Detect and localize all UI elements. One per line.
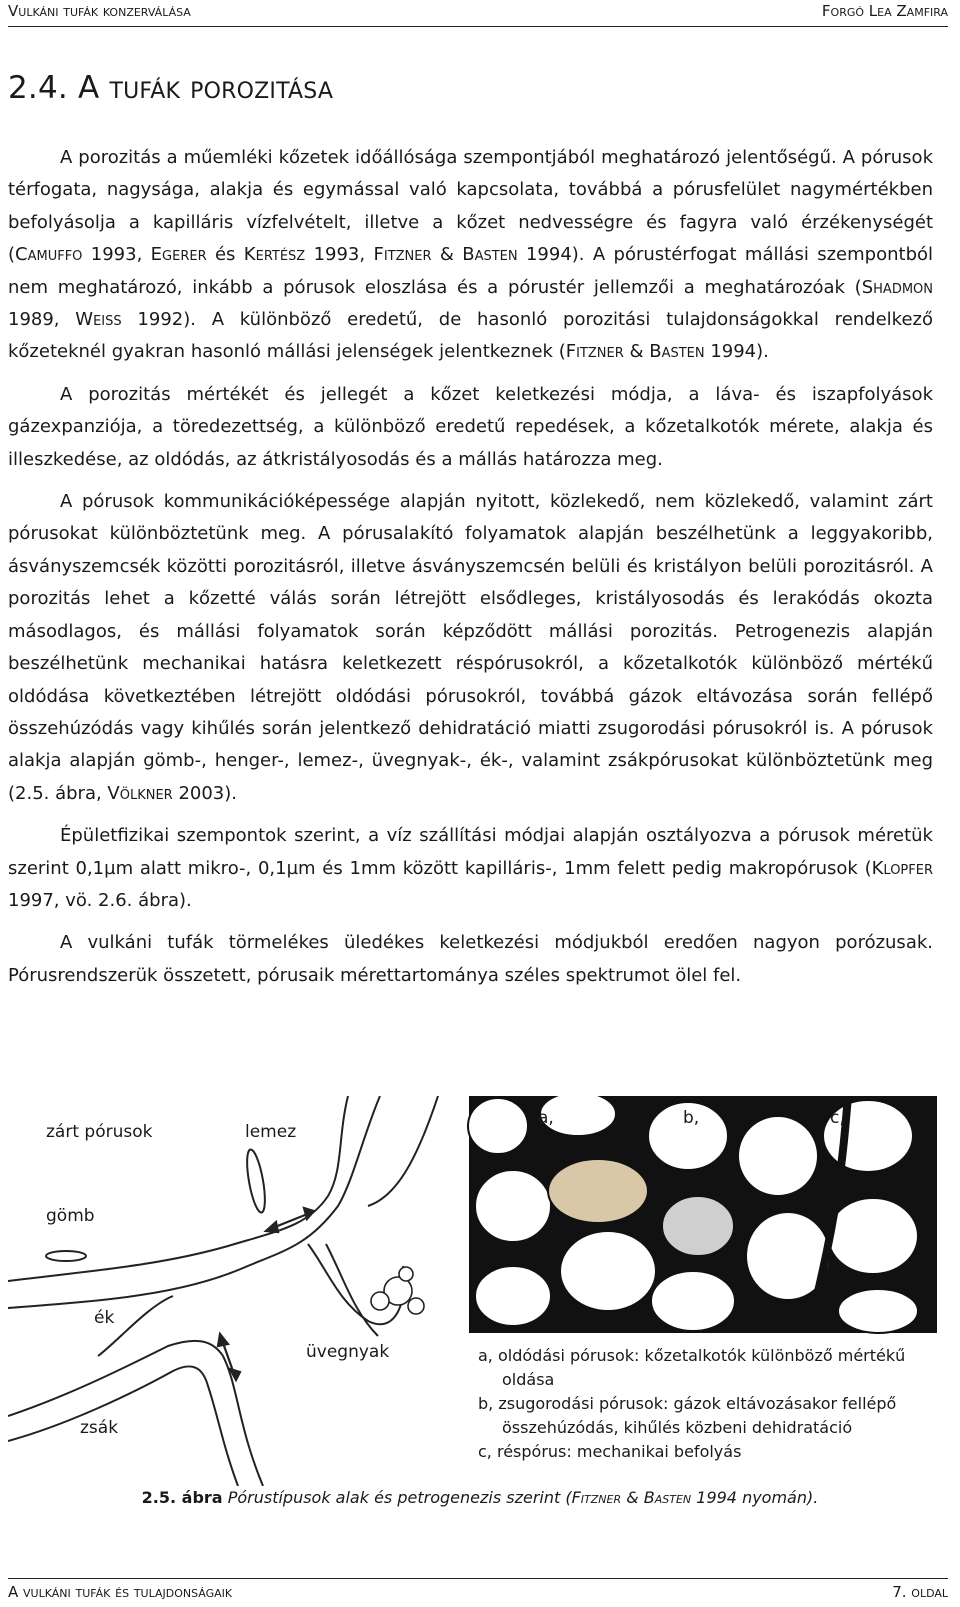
grain-panel <box>468 1096 936 1333</box>
label-a: a, <box>538 1108 554 1128</box>
running-header <box>8 0 948 27</box>
paragraph-5: A vulkáni tufák törmelékes üledékes keletkezési módjukból eredően nagyon porózusak. Pórusrendszerük összetett, pórusaik mérettartománya széles spektrumot ölel fel. <box>8 932 933 986</box>
label-c: c, <box>830 1108 845 1128</box>
paragraph-4: Épületfizikai szempontok szerint, a víz szállítási módjai alapján osztályozva a pórusok méretük szerint 0,1µm alatt mikro-, 0,1µm és 1mm között kapilláris-, 1mm felett pedig makropórusok (Klopfer 1997, vö. 2.6. ábra). <box>8 825 933 911</box>
header-right: Forgó Lea Zamfira <box>821 2 948 20</box>
label-b: b, <box>683 1108 700 1128</box>
legend-item-c: c, réspórus: mechanikai befolyás <box>478 1442 742 1461</box>
page-number: 7. oldal <box>892 1583 948 1601</box>
label-bottleneck: üvegnyak <box>306 1342 390 1362</box>
legend-item-b: b, zsugorodási pórusok: gázok eltávozásakor fellépő összehúzódás, kihűlés közbeni dehidratáció <box>478 1394 897 1437</box>
section-title: 2.4. A tufák porozitása <box>8 70 334 106</box>
paragraph-2: A porozitás mértékét és jellegét a kőzet keletkezési módja, a láva- és iszapfolyások gázexpanziója, a töredezettség, a különböző eredetű repedések, a kőzetalkotók mérete, alakja és illeszkedése, az oldódás, az átkristályosodás és a mállás határozza meg. <box>8 383 933 470</box>
paragraph-3: A pórusok kommunikációképessége alapján nyitott, közlekedő, nem közlekedő, valamint zárt pórusokat különböztetünk meg. A pórusalakító folyamatok alapján beszélhetünk a leggyakoribb, ásványszemcsék közötti porozitásról, illetve ásványszemcsén belüli és kristályon belüli porozitásról. A porozitás lehet a kőzetté válás során létrejött elsődleges, kristályosodás és lerakódás okozta másodlagos, és mállási folyamatok során képződött mállási porozitás. Petrogenezis alapján beszélhetünk mechanikai hatásra keletkezett réspórusokról, a kőzetalkotók különböző mértékű oldódása következtében létrejött oldódási pórusokról, továbbá gázok eltávozása során fellépő összehúzódás vagy kihűlés során jelentkező dehidratáció miatti zsugorodási pórusokról is. A pórusok alakja alapján gömb-, henger-, lemez-, üvegnyak-, ék-, valamint zsákpórusokat különböztetünk meg (2.5. ábra, Völkner 2003). <box>8 491 933 804</box>
bottleneck-pore <box>371 1267 424 1314</box>
header-left: Vulkáni tufák konzerválása <box>8 2 191 20</box>
legend-item-a: a, oldódási pórusok: kőzetalkotók különböző mértékű oldása <box>478 1346 906 1389</box>
body-text <box>8 142 933 1002</box>
label-sack: zsák <box>80 1418 119 1438</box>
label-wedge: ék <box>94 1308 115 1328</box>
figure-legend <box>478 1344 933 1464</box>
figure-caption: 2.5. ábra Pórustípusok alak és petrogenezis szerint (Fitzner & Basten 1994 nyomán). <box>141 1488 819 1507</box>
running-footer <box>8 1578 948 1605</box>
label-sphere: gömb <box>46 1206 95 1226</box>
paragraph-1: A porozitás a műemléki kőzetek időállósága szempontjából meghatározó jelentőségű. A pórusok térfogata, nagysága, alakja és egymással való kapcsolata, továbbá a pórusfelület nagymértékben befolyásolja a kapilláris vízfelvételt, illetve a kőzet nedvességre és fagyra való érzékenységét (Camuffo 1993, Egerer és Kertész 1993, Fitzner & Basten 1994). A pórustérfogat mállási szempontból nem meghatározó, inkább a pórusok eloszlása és a pórustér jellemzői a meghatározóak (Shadmon 1989, Weiss 1992). A különböző eredetű, de hasonló porozitási tulajdonságokkal rendelkező kőzeteknél gyakran hasonló mállási jelenségek jelentkeznek (Fitzner & Basten 1994). <box>8 147 934 363</box>
label-closed-pores: zárt pórusok <box>46 1122 153 1142</box>
label-plate: lemez <box>245 1122 297 1142</box>
pore-network-drawing <box>8 1096 438 1486</box>
figure-pore-types <box>8 1096 938 1526</box>
footer-left: A vulkáni tufák és tulajdonságaik <box>8 1583 233 1601</box>
